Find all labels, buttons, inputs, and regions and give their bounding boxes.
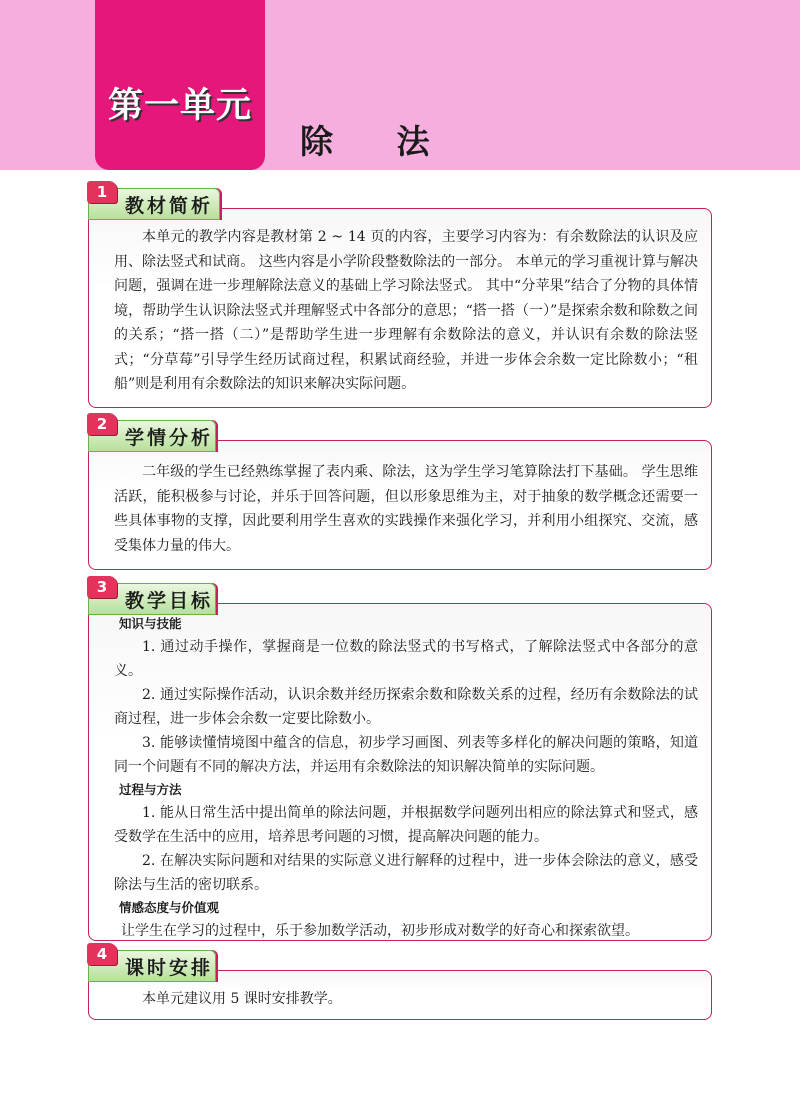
paragraph: 2. 在解决实际问题和对结果的实际意义进行解释的过程中，进一步体会除法的意义，感受除法与生活的密切联系。 [114, 853, 698, 893]
paragraph: 本单元的教学内容是教材第 2 ~ 14 页的内容，主要学习内容为：有余数除法的认识及应用、除法竖式和试商。 这些内容是小学阶段整数除法的一部分。 本单元的学习重视计算与解决问题，强调在进一步理解除法意义的基础上学习除法竖式。 其中“分苹果”结合了分物的具体情境，帮助学生认识除法竖式并理解竖式中各部分的意思；“搭一搭（一）”是探索余数和除数之间的关系；“搭一搭（二）”是帮助学生进一步理解有余数除法的意义，并认识有余数的除法竖式；“分草莓”引导学生经历试商过程，积累试商经验，并进一步体会余数一定比除数小；“租船”则是利用有余数除法的知识来解决实际问题。 [114, 229, 698, 392]
paragraph: 二年级的学生已经熟练掌握了表内乘、除法，这为学生学习笔算除法打下基础。 学生思维活跃，能积极参与讨论，并乐于回答问题，但以形象思维为主，对于抽象的数学概念还需要一些具体事物的支撑，因此要利用学生喜欢的实践操作来强化学习，并利用小组探究、交流，感受集体力量的伟大。 [114, 464, 698, 554]
subheading-attitudes-values: 情感态度与价值观 [119, 900, 220, 915]
subheading-knowledge-skills: 知识与技能 [119, 616, 182, 631]
section-number-badge: 3 [87, 576, 117, 598]
section-number-badge: 2 [87, 413, 117, 435]
section-tab [88, 945, 216, 982]
paragraph: 3. 能够读懂情境图中蕴含的信息，初步学习画图、列表等多样化的解决问题的策略，知道同一个问题有不同的解决方法，并运用有余数除法的知识解决简单的实际问题。 [114, 735, 698, 775]
section-number-badge: 1 [87, 181, 117, 203]
paragraph: 本单元建议用 5 课时安排教学。 [142, 991, 342, 1007]
section-body [114, 613, 698, 943]
subheading-process-methods: 过程与方法 [119, 782, 182, 797]
section-title: 教材简析 [125, 195, 214, 217]
section-tab [88, 578, 216, 615]
section-number-badge: 4 [87, 943, 117, 965]
unit-label: 第一单元 [107, 86, 252, 126]
section-tab [88, 183, 220, 220]
section-title: 课时安排 [125, 957, 214, 979]
section-lesson-schedule [88, 945, 712, 1020]
section-teaching-goals [88, 578, 712, 941]
section-textbook-analysis [88, 183, 712, 408]
section-learner-analysis [88, 415, 712, 570]
unit-title: 除 法 [300, 122, 456, 161]
section-title: 学情分析 [125, 427, 214, 449]
section-body [114, 987, 698, 1012]
paragraph: 1. 能从日常生活中提出简单的除法问题，并根据数学问题列出相应的除法算式和竖式，感受数学在生活中的应用，培养思考问题的习惯，提高解决问题的能力。 [114, 805, 698, 845]
paragraph: 1. 通过动手操作，掌握商是一位数的除法竖式的书写格式，了解除法竖式中各部分的意义。 [114, 639, 698, 679]
section-body [114, 460, 698, 558]
section-title: 教学目标 [125, 590, 214, 612]
paragraph: 让学生在学习的过程中，乐于参加数学活动，初步形成对数学的好奇心和探索欲望。 [121, 923, 639, 939]
section-body [114, 225, 698, 397]
paragraph: 2. 通过实际操作活动，认识余数并经历探索余数和除数关系的过程，经历有余数除法的试商过程，进一步体会余数一定要比除数小。 [114, 687, 698, 727]
section-tab [88, 415, 216, 452]
